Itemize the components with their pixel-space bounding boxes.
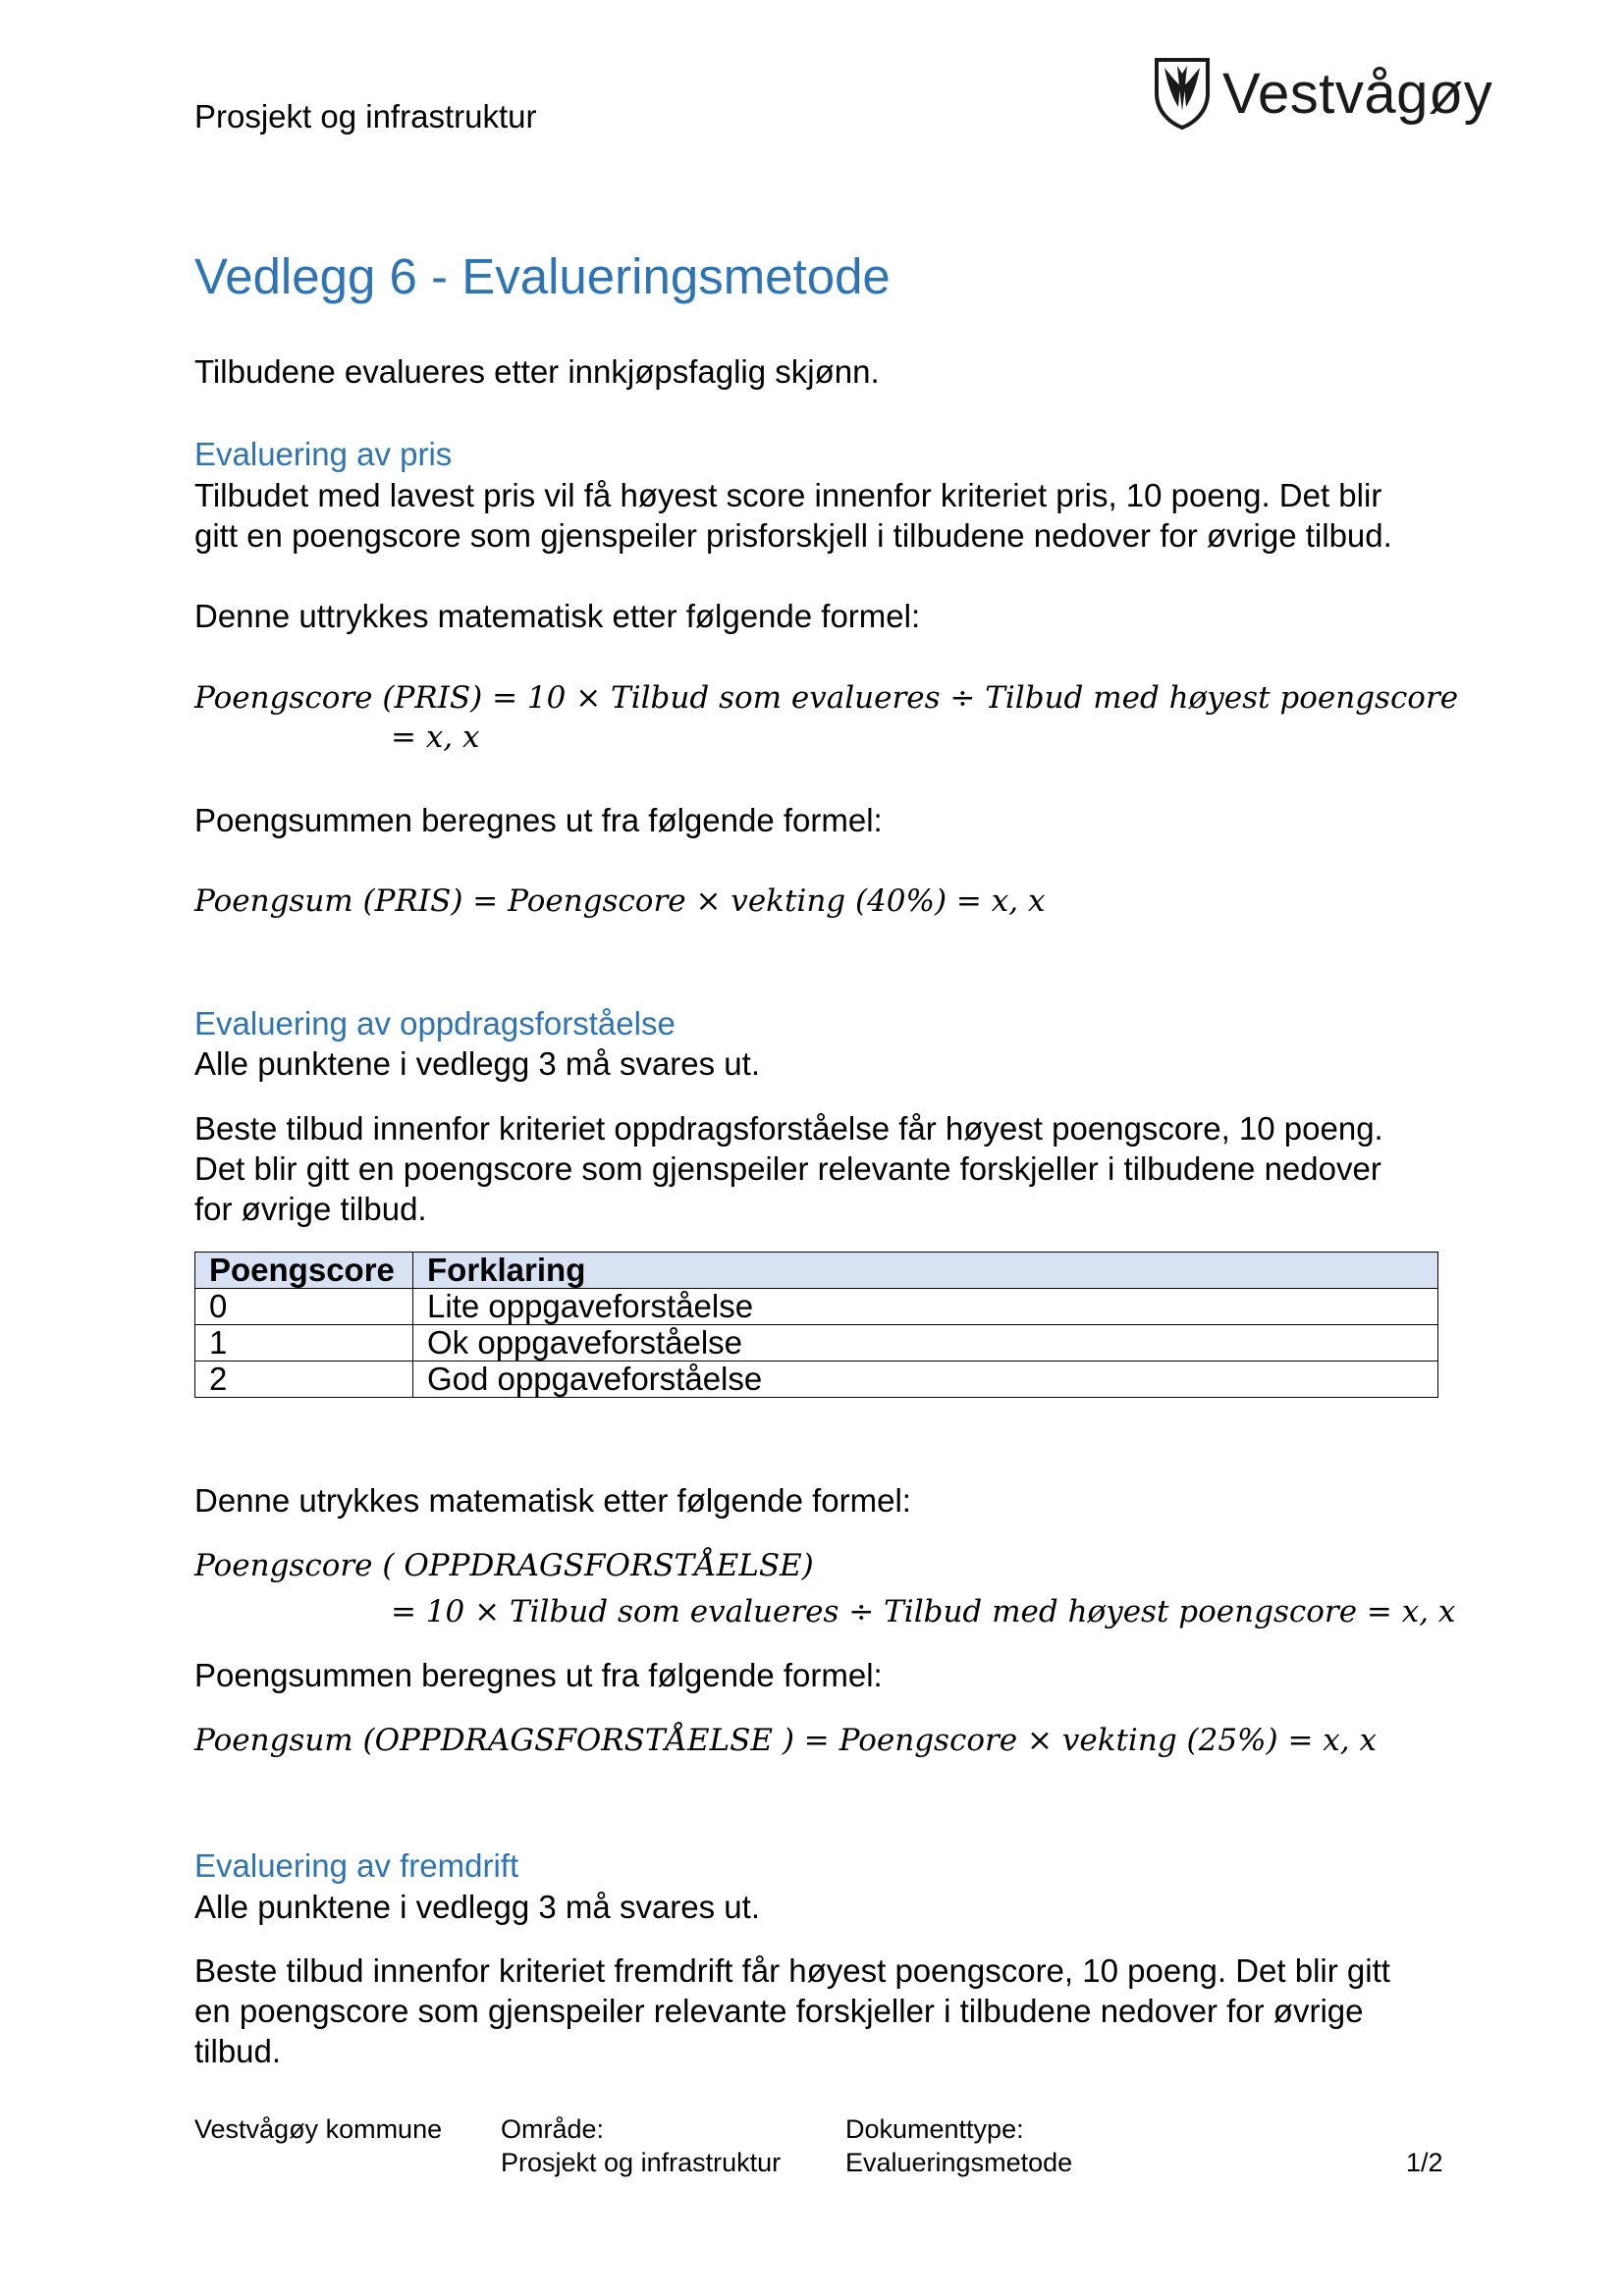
pris-paragraph [194, 475, 1392, 556]
heading-oppdrag: Evaluering av oppdragsforståelse [194, 1005, 676, 1041]
oppdrag-paragraph [194, 1108, 1383, 1229]
intro-text: Tilbudene evalueres etter innkjøpsfaglig skjønn. [194, 353, 880, 390]
fremdrift-paragraph-line: tilbud. [194, 2033, 282, 2069]
logo-text: Vestvågøy [1222, 61, 1493, 126]
pris-formula-intro: Denne uttrykkes matematisk etter følgende formel: [194, 598, 921, 634]
pris-paragraph-line: Tilbudet med lavest pris vil få høyest score innenfor kriteriet pris, 10 poeng. Det blir [194, 477, 1382, 513]
table-row [195, 1362, 1438, 1398]
score-table [194, 1252, 1438, 1398]
logo [1154, 55, 1492, 132]
oppdrag-formula-score-line1: Poengscore ( OPPDRAGSFORSTÅELSE) [194, 1548, 814, 1583]
footer-doctype-value: Evalueringsmetode [845, 2148, 1073, 2177]
oppdrag-paragraph-line: Det blir gitt en poengscore som gjenspeiler relevante forskjeller i tilbudene nedover [194, 1150, 1381, 1187]
pris-sum-intro: Poengsummen beregnes ut fra følgende formel: [194, 802, 883, 838]
oppdrag-sum-intro: Poengsummen beregnes ut fra følgende formel: [194, 1657, 883, 1693]
footer-area-value: Prosjekt og infrastruktur [501, 2148, 782, 2177]
table-cell-score: 1 [195, 1325, 413, 1362]
fremdrift-paragraph-line: Beste tilbud innenfor kriteriet fremdrift får høyest poengscore, 10 poeng. Det blir gitt [194, 1952, 1390, 1989]
table-header-row [195, 1253, 1438, 1289]
pris-formula-sum: Poengsum (PRIS) = Poengscore × vekting (40%) = x, x [194, 883, 1046, 919]
oppdrag-formula-sum: Poengsum (OPPDRAGSFORSTÅELSE ) = Poengscore × vekting (25%) = x, x [194, 1723, 1377, 1758]
oppdrag-paragraph-line: for øvrige tilbud. [194, 1191, 427, 1227]
table-cell-explanation: God oppgaveforståelse [413, 1362, 1438, 1398]
table-row [195, 1325, 1438, 1362]
column-header-forklaring: Forklaring [413, 1253, 1438, 1289]
vestvagoy-coat-of-arms-icon [1154, 56, 1211, 131]
table-cell-explanation: Ok oppgaveforståelse [413, 1325, 1438, 1362]
footer-doctype-label: Dokumenttype: [845, 2114, 1024, 2144]
pris-formula-score-line1: Poengscore (PRIS) = 10 × Tilbud som evalueres ÷ Tilbud med høyest poengscore [194, 680, 1459, 716]
pris-formula-score-line2: = x, x [391, 720, 480, 755]
oppdrag-line1: Alle punktene i vedlegg 3 må svares ut. [194, 1045, 761, 1082]
footer-area-label: Område: [501, 2114, 605, 2144]
footer-area [501, 2112, 781, 2179]
footer-org: Vestvågøy kommune [194, 2114, 443, 2144]
table-cell-score: 0 [195, 1289, 413, 1325]
oppdrag-formula-score-line2: = 10 × Tilbud som evalueres ÷ Tilbud med høyest poengscore = x, x [391, 1594, 1456, 1629]
heading-fremdrift: Evaluering av fremdrift [194, 1847, 519, 1884]
page-number: 1/2 [1406, 2148, 1443, 2177]
table-cell-explanation: Lite oppgaveforståelse [413, 1289, 1438, 1325]
table-row [195, 1289, 1438, 1325]
oppdrag-paragraph-line: Beste tilbud innenfor kriteriet oppdragsforståelse får høyest poengscore, 10 poeng. [194, 1110, 1383, 1147]
table-cell-score: 2 [195, 1362, 413, 1398]
fremdrift-paragraph [194, 1950, 1390, 2071]
page-title: Vedlegg 6 - Evalueringsmetode [194, 248, 891, 304]
footer-doctype [845, 2112, 1072, 2179]
oppdrag-formula-intro: Denne utrykkes matematisk etter følgende formel: [194, 1482, 911, 1519]
heading-pris: Evaluering av pris [194, 436, 453, 472]
header-department: Prosjekt og infrastruktur [194, 98, 537, 134]
fremdrift-line1: Alle punktene i vedlegg 3 må svares ut. [194, 1889, 761, 1925]
pris-paragraph-line: gitt en poengscore som gjenspeiler prisforskjell i tilbudene nedover for øvrige tilbud. [194, 517, 1392, 554]
column-header-poengscore: Poengscore [195, 1253, 413, 1289]
fremdrift-paragraph-line: en poengscore som gjenspeiler relevante forskjeller i tilbudene nedover for øvrige [194, 1993, 1364, 2029]
